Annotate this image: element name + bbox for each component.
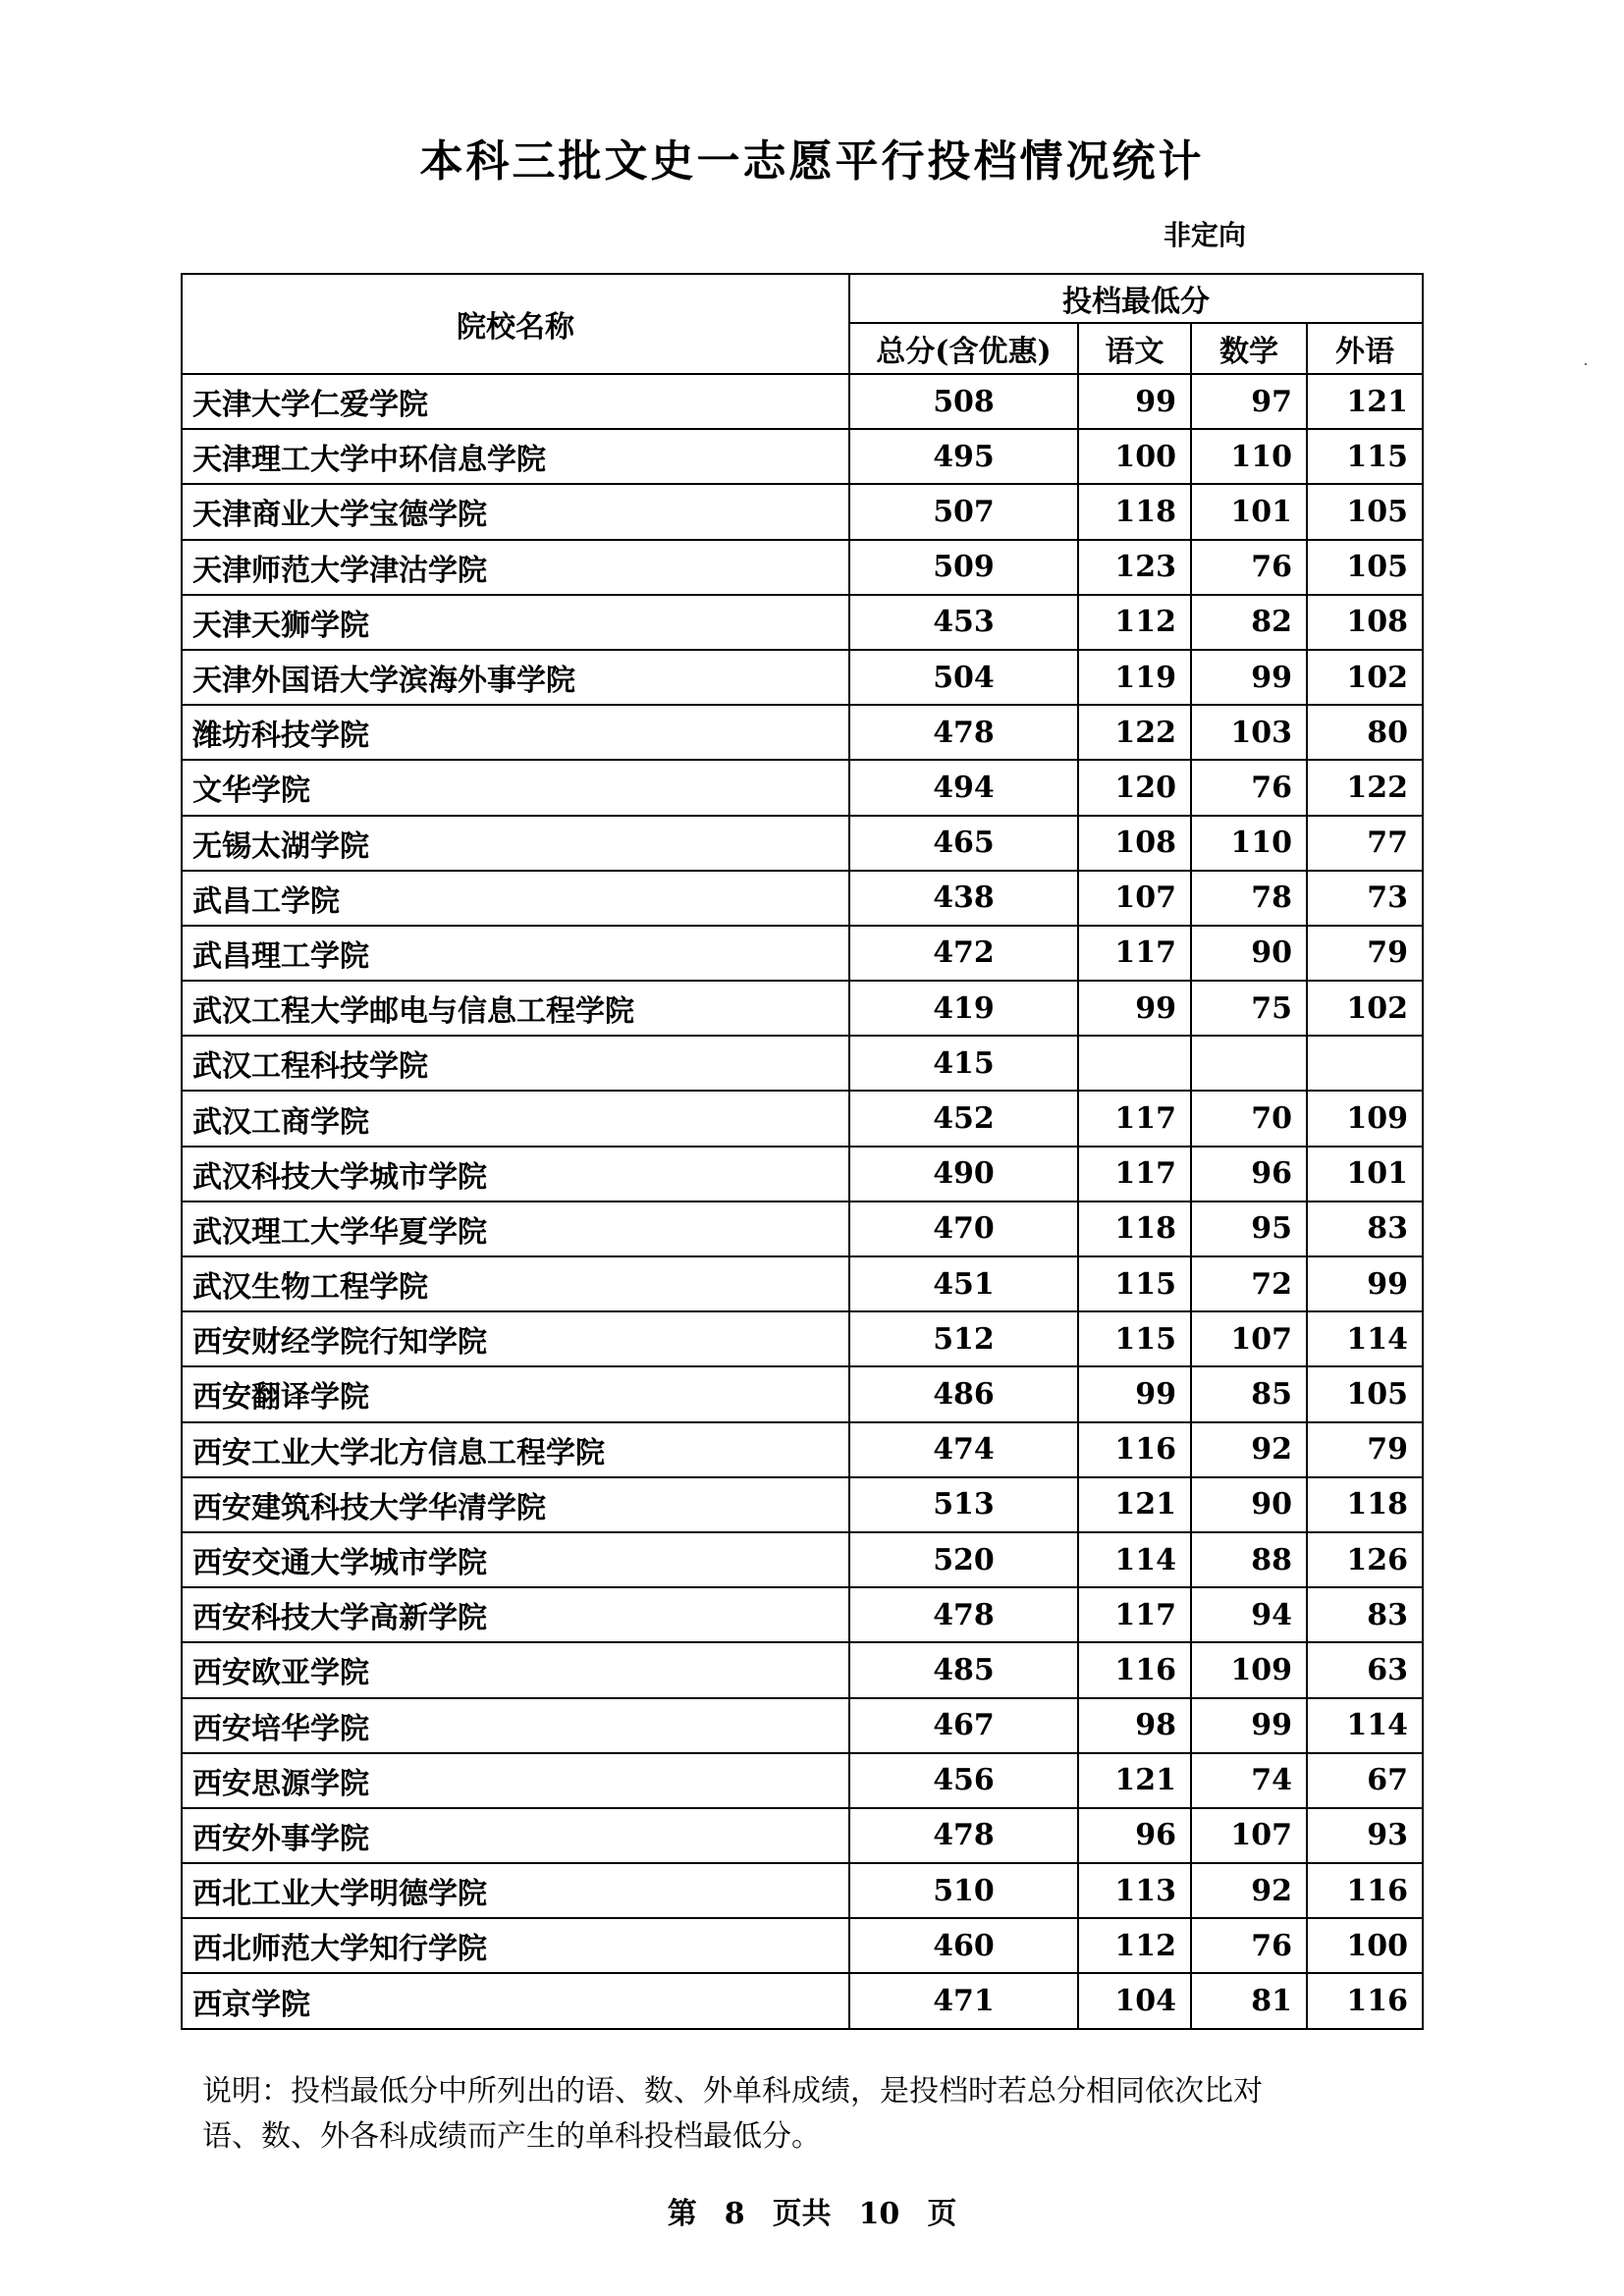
- school-name-cell: 武汉理工大学华夏学院: [182, 1201, 849, 1256]
- total-score-cell: 453: [849, 595, 1078, 650]
- scan-speck: [1585, 363, 1587, 365]
- total-score-cell: 415: [849, 1036, 1078, 1091]
- table-row: [182, 1036, 1423, 1091]
- total-score-cell: 513: [849, 1477, 1078, 1532]
- total-score-cell: 467: [849, 1698, 1078, 1753]
- school-name-cell: 西安交通大学城市学院: [182, 1532, 849, 1587]
- table-row: [182, 981, 1423, 1036]
- total-score-cell: 460: [849, 1918, 1078, 1973]
- school-name-cell: 天津商业大学宝德学院: [182, 484, 849, 539]
- school-name-cell: 西北师范大学知行学院: [182, 1918, 849, 1973]
- foreign-score-cell: 118: [1307, 1477, 1423, 1532]
- foreign-score-cell: 122: [1307, 760, 1423, 815]
- table-row: [182, 1808, 1423, 1863]
- total-score-cell: 452: [849, 1091, 1078, 1146]
- school-name-cell: 武昌工学院: [182, 871, 849, 926]
- foreign-score-cell: 83: [1307, 1201, 1423, 1256]
- chinese-score-cell: 118: [1078, 1201, 1191, 1256]
- chinese-score-cell: 104: [1078, 1973, 1191, 2028]
- table-row: [182, 871, 1423, 926]
- math-score-cell: 85: [1191, 1366, 1307, 1421]
- foreign-score-cell: 77: [1307, 816, 1423, 871]
- table-row: [182, 1422, 1423, 1477]
- school-name-cell: 西安建筑科技大学华清学院: [182, 1477, 849, 1532]
- foreign-score-cell: 63: [1307, 1642, 1423, 1697]
- total-score-cell: 509: [849, 540, 1078, 595]
- total-score-cell: 470: [849, 1201, 1078, 1256]
- math-score-cell: 110: [1191, 429, 1307, 484]
- table-row: [182, 1753, 1423, 1808]
- school-name-cell: 天津天狮学院: [182, 595, 849, 650]
- school-name-cell: 武汉工程科技学院: [182, 1036, 849, 1091]
- foreign-score-cell: 73: [1307, 871, 1423, 926]
- foreign-score-cell: 100: [1307, 1918, 1423, 1973]
- chinese-score-cell: 122: [1078, 705, 1191, 760]
- total-score-cell: 508: [849, 374, 1078, 429]
- math-score-cell: 107: [1191, 1808, 1307, 1863]
- total-score-cell: 472: [849, 926, 1078, 981]
- chinese-score-cell: 99: [1078, 1366, 1191, 1421]
- total-score-cell: 438: [849, 871, 1078, 926]
- school-name-cell: 武汉工程大学邮电与信息工程学院: [182, 981, 849, 1036]
- page-footer: [0, 2189, 1624, 2232]
- total-score-cell: 419: [849, 981, 1078, 1036]
- foreign-score-cell: 114: [1307, 1311, 1423, 1366]
- chinese-score-cell: 118: [1078, 484, 1191, 539]
- table-row: [182, 650, 1423, 705]
- foreign-score-cell: 102: [1307, 650, 1423, 705]
- header-math: 数学: [1191, 323, 1307, 374]
- chinese-score-cell: 100: [1078, 429, 1191, 484]
- table-row: [182, 1366, 1423, 1421]
- total-score-cell: 510: [849, 1863, 1078, 1918]
- math-score-cell: 103: [1191, 705, 1307, 760]
- note-line-1: 说明：投档最低分中所列出的语、数、外单科成绩，是投档时若总分相同依次比对: [202, 2074, 1263, 2109]
- table-row: [182, 1863, 1423, 1918]
- table-row: [182, 705, 1423, 760]
- foreign-score-cell: 102: [1307, 981, 1423, 1036]
- chinese-score-cell: 117: [1078, 1147, 1191, 1201]
- math-score-cell: 96: [1191, 1147, 1307, 1201]
- table-row: [182, 374, 1423, 429]
- school-name-cell: 西安外事学院: [182, 1808, 849, 1863]
- foreign-score-cell: 80: [1307, 705, 1423, 760]
- total-score-cell: 520: [849, 1532, 1078, 1587]
- foreign-score-cell: 79: [1307, 1422, 1423, 1477]
- footer-prefix: 第: [667, 2197, 697, 2231]
- explanation-note: [202, 2069, 1420, 2160]
- foreign-score-cell: 93: [1307, 1808, 1423, 1863]
- total-score-cell: 490: [849, 1147, 1078, 1201]
- school-name-cell: 武汉工商学院: [182, 1091, 849, 1146]
- table-row: [182, 1201, 1423, 1256]
- category-label: 非定向: [1164, 219, 1247, 251]
- chinese-score-cell: 112: [1078, 1918, 1191, 1973]
- footer-suffix: 页: [927, 2197, 957, 2231]
- table-body: [182, 374, 1423, 2029]
- table-row: [182, 1642, 1423, 1697]
- math-score-cell: 75: [1191, 981, 1307, 1036]
- chinese-score-cell: 112: [1078, 595, 1191, 650]
- math-score-cell: 92: [1191, 1863, 1307, 1918]
- total-score-cell: 485: [849, 1642, 1078, 1697]
- table-row: [182, 595, 1423, 650]
- chinese-score-cell: 114: [1078, 1532, 1191, 1587]
- foreign-score-cell: 105: [1307, 540, 1423, 595]
- math-score-cell: 76: [1191, 540, 1307, 595]
- total-score-cell: 495: [849, 429, 1078, 484]
- chinese-score-cell: [1078, 1036, 1191, 1091]
- school-name-cell: 文华学院: [182, 760, 849, 815]
- math-score-cell: 92: [1191, 1422, 1307, 1477]
- foreign-score-cell: 114: [1307, 1698, 1423, 1753]
- school-name-cell: 武汉生物工程学院: [182, 1256, 849, 1311]
- math-score-cell: 95: [1191, 1201, 1307, 1256]
- foreign-score-cell: 116: [1307, 1863, 1423, 1918]
- math-score-cell: 76: [1191, 760, 1307, 815]
- table-row: [182, 484, 1423, 539]
- school-name-cell: 西安欧亚学院: [182, 1642, 849, 1697]
- chinese-score-cell: 117: [1078, 1091, 1191, 1146]
- header-foreign: 外语: [1307, 323, 1423, 374]
- header-min-score-group: 投档最低分: [849, 274, 1423, 323]
- foreign-score-cell: 121: [1307, 374, 1423, 429]
- school-name-cell: 西安翻译学院: [182, 1366, 849, 1421]
- foreign-score-cell: 109: [1307, 1091, 1423, 1146]
- table-row: [182, 1973, 1423, 2028]
- table-row: [182, 1311, 1423, 1366]
- foreign-score-cell: 99: [1307, 1256, 1423, 1311]
- total-score-cell: 478: [849, 705, 1078, 760]
- chinese-score-cell: 113: [1078, 1863, 1191, 1918]
- math-score-cell: 94: [1191, 1587, 1307, 1642]
- school-name-cell: 西安培华学院: [182, 1698, 849, 1753]
- school-name-cell: 天津外国语大学滨海外事学院: [182, 650, 849, 705]
- school-name-cell: 潍坊科技学院: [182, 705, 849, 760]
- math-score-cell: 97: [1191, 374, 1307, 429]
- total-score-cell: 451: [849, 1256, 1078, 1311]
- table-row: [182, 1918, 1423, 1973]
- math-score-cell: 90: [1191, 1477, 1307, 1532]
- total-score-cell: 465: [849, 816, 1078, 871]
- school-name-cell: 天津师范大学津沽学院: [182, 540, 849, 595]
- school-name-cell: 天津理工大学中环信息学院: [182, 429, 849, 484]
- chinese-score-cell: 119: [1078, 650, 1191, 705]
- math-score-cell: 81: [1191, 1973, 1307, 2028]
- foreign-score-cell: 105: [1307, 1366, 1423, 1421]
- header-school-name: 院校名称: [182, 274, 849, 374]
- school-name-cell: 西安科技大学高新学院: [182, 1587, 849, 1642]
- school-name-cell: 西京学院: [182, 1973, 849, 2028]
- chinese-score-cell: 117: [1078, 926, 1191, 981]
- table-row: [182, 926, 1423, 981]
- foreign-score-cell: 79: [1307, 926, 1423, 981]
- school-name-cell: 武昌理工学院: [182, 926, 849, 981]
- math-score-cell: 99: [1191, 650, 1307, 705]
- chinese-score-cell: 116: [1078, 1642, 1191, 1697]
- admission-score-table: [181, 273, 1424, 2030]
- table-row: [182, 1477, 1423, 1532]
- table-row: [182, 429, 1423, 484]
- table-row: [182, 816, 1423, 871]
- math-score-cell: 76: [1191, 1918, 1307, 1973]
- chinese-score-cell: 98: [1078, 1698, 1191, 1753]
- math-score-cell: 90: [1191, 926, 1307, 981]
- total-score-cell: 494: [849, 760, 1078, 815]
- total-score-cell: 474: [849, 1422, 1078, 1477]
- math-score-cell: 107: [1191, 1311, 1307, 1366]
- chinese-score-cell: 107: [1078, 871, 1191, 926]
- math-score-cell: 74: [1191, 1753, 1307, 1808]
- chinese-score-cell: 123: [1078, 540, 1191, 595]
- math-score-cell: 88: [1191, 1532, 1307, 1587]
- chinese-score-cell: 121: [1078, 1477, 1191, 1532]
- math-score-cell: [1191, 1036, 1307, 1091]
- footer-page-number: 8: [724, 2197, 745, 2231]
- header-total: 总分(含优惠): [849, 323, 1078, 374]
- note-line-2: 语、数、外各科成绩而产生的单科投档最低分。: [202, 2119, 821, 2154]
- total-score-cell: 507: [849, 484, 1078, 539]
- foreign-score-cell: 83: [1307, 1587, 1423, 1642]
- chinese-score-cell: 117: [1078, 1587, 1191, 1642]
- table-row: [182, 1532, 1423, 1587]
- table-row: [182, 1587, 1423, 1642]
- math-score-cell: 101: [1191, 484, 1307, 539]
- foreign-score-cell: 126: [1307, 1532, 1423, 1587]
- foreign-score-cell: 115: [1307, 429, 1423, 484]
- chinese-score-cell: 99: [1078, 374, 1191, 429]
- foreign-score-cell: 67: [1307, 1753, 1423, 1808]
- total-score-cell: 478: [849, 1808, 1078, 1863]
- table-row: [182, 1147, 1423, 1201]
- page-title: 本科三批文史一志愿平行投档情况统计: [419, 136, 1205, 187]
- chinese-score-cell: 108: [1078, 816, 1191, 871]
- school-name-cell: 武汉科技大学城市学院: [182, 1147, 849, 1201]
- school-name-cell: 西安工业大学北方信息工程学院: [182, 1422, 849, 1477]
- chinese-score-cell: 115: [1078, 1311, 1191, 1366]
- foreign-score-cell: 101: [1307, 1147, 1423, 1201]
- total-score-cell: 471: [849, 1973, 1078, 2028]
- school-name-cell: 西安思源学院: [182, 1753, 849, 1808]
- chinese-score-cell: 121: [1078, 1753, 1191, 1808]
- chinese-score-cell: 96: [1078, 1808, 1191, 1863]
- school-name-cell: 西北工业大学明德学院: [182, 1863, 849, 1918]
- foreign-score-cell: [1307, 1036, 1423, 1091]
- footer-middle: 页共: [772, 2197, 832, 2231]
- total-score-cell: 486: [849, 1366, 1078, 1421]
- total-score-cell: 504: [849, 650, 1078, 705]
- school-name-cell: 西安财经学院行知学院: [182, 1311, 849, 1366]
- school-name-cell: 无锡太湖学院: [182, 816, 849, 871]
- foreign-score-cell: 116: [1307, 1973, 1423, 2028]
- header-chinese: 语文: [1078, 323, 1191, 374]
- math-score-cell: 110: [1191, 816, 1307, 871]
- school-name-cell: 天津大学仁爱学院: [182, 374, 849, 429]
- chinese-score-cell: 120: [1078, 760, 1191, 815]
- math-score-cell: 72: [1191, 1256, 1307, 1311]
- table-row: [182, 1256, 1423, 1311]
- math-score-cell: 78: [1191, 871, 1307, 926]
- math-score-cell: 109: [1191, 1642, 1307, 1697]
- total-score-cell: 512: [849, 1311, 1078, 1366]
- foreign-score-cell: 105: [1307, 484, 1423, 539]
- chinese-score-cell: 115: [1078, 1256, 1191, 1311]
- math-score-cell: 82: [1191, 595, 1307, 650]
- table-row: [182, 760, 1423, 815]
- math-score-cell: 99: [1191, 1698, 1307, 1753]
- total-score-cell: 456: [849, 1753, 1078, 1808]
- chinese-score-cell: 99: [1078, 981, 1191, 1036]
- table-row: [182, 1698, 1423, 1753]
- chinese-score-cell: 116: [1078, 1422, 1191, 1477]
- table-row: [182, 540, 1423, 595]
- footer-total-pages: 10: [858, 2197, 900, 2231]
- total-score-cell: 478: [849, 1587, 1078, 1642]
- foreign-score-cell: 108: [1307, 595, 1423, 650]
- table-row: [182, 1091, 1423, 1146]
- math-score-cell: 70: [1191, 1091, 1307, 1146]
